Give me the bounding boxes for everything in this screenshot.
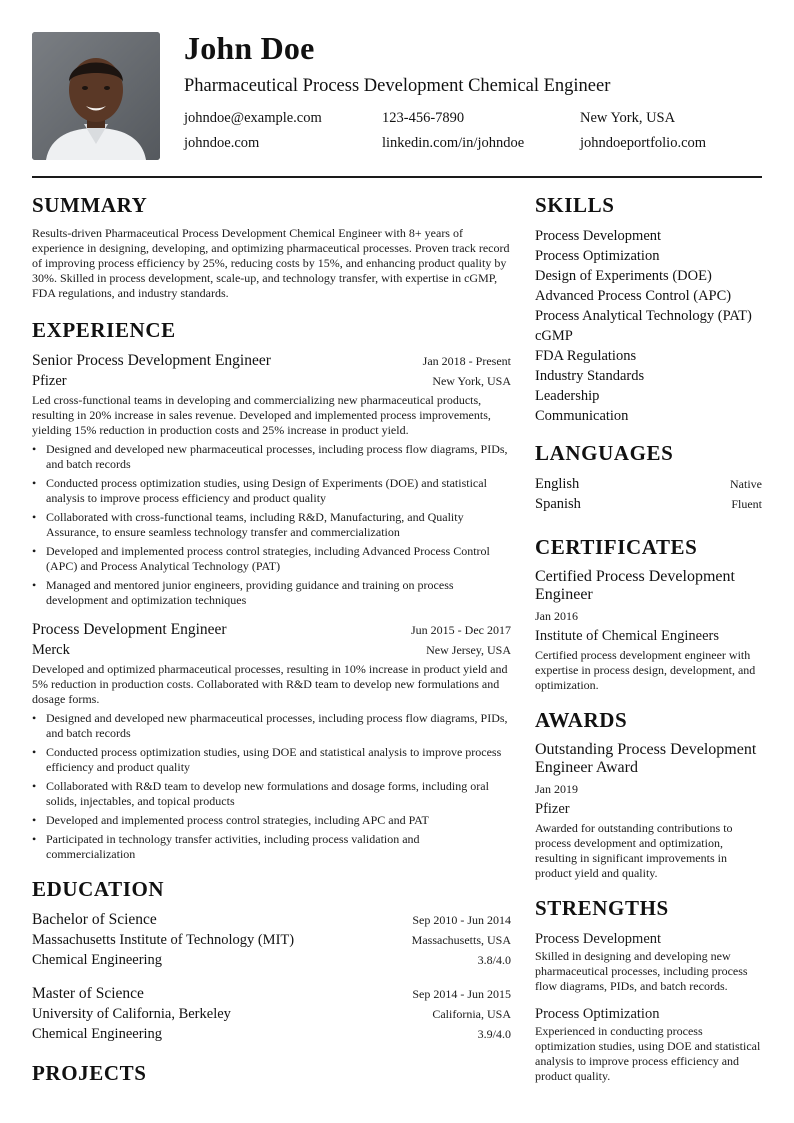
experience-entry <box>32 620 511 862</box>
strength-entry <box>535 929 762 994</box>
award-issuer: Pfizer <box>535 801 570 817</box>
language-level: Fluent <box>731 497 762 511</box>
job-description: Led cross-functional teams in developing and commercializing new pharmaceutical products, resulting in 20% increase in sales revenue. Developed and implemented process improvements, yielding 15% reduction in production costs and 25% increase in product yield. <box>32 393 491 437</box>
awards-section <box>535 707 762 881</box>
job-bullet: • Designed and developed new pharmaceutical processes, including process flow diagrams, PIDs, and batch records <box>32 442 511 472</box>
languages-section <box>535 440 762 514</box>
school-location: Massachusetts, USA <box>411 933 511 947</box>
strength-description: Skilled in designing and developing new pharmaceutical processes, including process flow diagrams, PIDs, and batch records. <box>535 949 748 993</box>
education-dates: Sep 2014 - Jun 2015 <box>412 987 511 1001</box>
candidate-title: Pharmaceutical Process Development Chemical Engineer <box>184 76 611 96</box>
gpa: 3.8/4.0 <box>477 953 511 967</box>
skills-section <box>535 192 762 426</box>
skills-heading: SKILLS <box>535 193 615 217</box>
summary-heading: SUMMARY <box>32 193 148 217</box>
job-bullet: • Conducted process optimization studies, using DOE and statistical analysis to improve process efficiency and product quality <box>32 745 511 775</box>
skill-item: cGMP <box>535 328 573 344</box>
degree: Bachelor of Science <box>32 911 157 928</box>
languages-heading: LANGUAGES <box>535 441 674 465</box>
job-location: New York, USA <box>432 374 511 388</box>
field-of-study: Chemical Engineering <box>32 952 163 968</box>
job-bullets <box>32 711 511 862</box>
right-column <box>535 192 762 1084</box>
experience-entry <box>32 351 511 608</box>
job-company: Pfizer <box>32 373 67 389</box>
education-entry <box>32 984 511 1044</box>
candidate-name: John Doe <box>184 30 315 66</box>
job-title: Process Development Engineer <box>32 621 227 638</box>
education-heading: EDUCATION <box>32 877 165 901</box>
job-bullet: • Participated in technology transfer activities, including process validation and commercialization <box>32 832 511 862</box>
certificates-heading: CERTIFICATES <box>535 535 698 559</box>
education-section <box>32 876 511 1044</box>
job-title: Senior Process Development Engineer <box>32 352 271 369</box>
certificates-section <box>535 534 762 693</box>
skill-item: Leadership <box>535 388 600 404</box>
education-entry <box>32 910 511 970</box>
header-divider <box>32 176 762 178</box>
projects-heading: PROJECTS <box>32 1061 147 1085</box>
job-location: New Jersey, USA <box>426 643 511 657</box>
skill-item: Communication <box>535 408 629 424</box>
strength-title: Process Development <box>535 931 662 947</box>
skill-item: Industry Standards <box>535 368 645 384</box>
job-bullet: • Developed and implemented process control strategies, including Advanced Process Control (APC) and Process Analytical Technology (PAT) <box>32 544 511 574</box>
skill-item: Process Analytical Technology (PAT) <box>535 308 752 324</box>
profile-photo <box>32 32 160 160</box>
job-bullets <box>32 442 511 608</box>
school: University of California, Berkeley <box>32 1006 231 1022</box>
strength-description: Experienced in conducting process optimization studies, using DOE and statistical analysis to improve process efficiency and product quality. <box>535 1024 761 1083</box>
award-description: Awarded for outstanding contributions to process development and optimization, resulting in significant improvements in product yield and quality. <box>535 821 733 880</box>
certificate-description: Certified process development engineer with expertise in process design, development, and optimization. <box>535 648 756 692</box>
job-company: Merck <box>32 642 70 658</box>
gpa: 3.9/4.0 <box>477 1027 511 1041</box>
contact-phone[interactable]: 123-456-7890 <box>382 110 465 126</box>
contact-portfolio[interactable]: johndoeportfolio.com <box>580 135 707 151</box>
language-name: Spanish <box>535 496 581 512</box>
degree: Master of Science <box>32 985 144 1002</box>
experience-heading: EXPERIENCE <box>32 318 176 342</box>
job-dates: Jan 2018 - Present <box>422 354 511 368</box>
strength-title: Process Optimization <box>535 1006 660 1022</box>
job-bullet: • Managed and mentored junior engineers, providing guidance and training on process development and optimization techniques <box>32 578 511 608</box>
job-bullet: • Collaborated with R&D team to develop new formulations and dosage forms, including oral solids, injectables, and topical products <box>32 779 511 809</box>
award-date: Jan 2019 <box>535 782 578 796</box>
certificate-date: Jan 2016 <box>535 609 578 623</box>
job-dates: Jun 2015 - Dec 2017 <box>411 623 511 637</box>
left-column <box>32 192 511 1094</box>
certificate-title: Certified Process Development Engineer <box>535 568 735 603</box>
strengths-heading: STRENGTHS <box>535 896 669 920</box>
language-name: English <box>535 476 580 492</box>
summary-section <box>32 192 511 301</box>
contact-linkedin[interactable]: linkedin.com/in/johndoe <box>382 135 525 151</box>
projects-section <box>32 1060 511 1086</box>
job-bullet: • Developed and implemented process control strategies, including APC and PAT <box>32 813 511 828</box>
language-level: Native <box>730 477 762 491</box>
job-description: Developed and optimized pharmaceutical processes, resulting in 10% increase in product yield and 5% reduction in production costs. Collaborated with R&D team to develop new formulations and dosage forms. <box>32 662 508 706</box>
school: Massachusetts Institute of Technology (MIT) <box>32 932 295 948</box>
strengths-section <box>535 895 762 1084</box>
skill-item: Process Optimization <box>535 248 660 264</box>
experience-section <box>32 317 511 862</box>
award-title: Outstanding Process Development Engineer Award <box>535 741 757 776</box>
job-bullet: • Designed and developed new pharmaceutical processes, including process flow diagrams, PIDs, and batch records <box>32 711 511 741</box>
person-portrait-icon <box>32 32 160 160</box>
contact-location: New York, USA <box>580 110 676 126</box>
contact-website[interactable]: johndoe.com <box>184 135 260 151</box>
field-of-study: Chemical Engineering <box>32 1026 163 1042</box>
skill-item: Design of Experiments (DOE) <box>535 268 712 284</box>
certificate-issuer: Institute of Chemical Engineers <box>535 628 720 644</box>
summary-text: Results-driven Pharmaceutical Process Development Chemical Engineer with 8+ years of experience in designing, developing, and optimizing pharmaceutical processes. Proven track record of improving process efficiency by 25%, reducing costs by 15%, and enhancing product quality by 30%. Skilled in process development, scale-up, and technology transfer, with expertise in cGMP, FDA regulations, and industry standards. <box>32 226 510 300</box>
skill-item: FDA Regulations <box>535 348 637 364</box>
school-location: California, USA <box>432 1007 511 1021</box>
strength-entry <box>535 1004 762 1084</box>
awards-heading: AWARDS <box>535 708 628 732</box>
contact-email[interactable]: johndoe@example.com <box>184 110 322 126</box>
job-bullet: • Conducted process optimization studies, using Design of Experiments (DOE) and statistical analysis to improve process efficiency and product quality <box>32 476 511 506</box>
skill-item: Advanced Process Control (APC) <box>535 288 732 304</box>
education-dates: Sep 2010 - Jun 2014 <box>412 913 511 927</box>
skill-item: Process Development <box>535 228 662 244</box>
job-bullet: • Collaborated with cross-functional teams, including R&D, Manufacturing, and Quality Assurance, to ensure seamless technology transfer and commercialization <box>32 510 511 540</box>
